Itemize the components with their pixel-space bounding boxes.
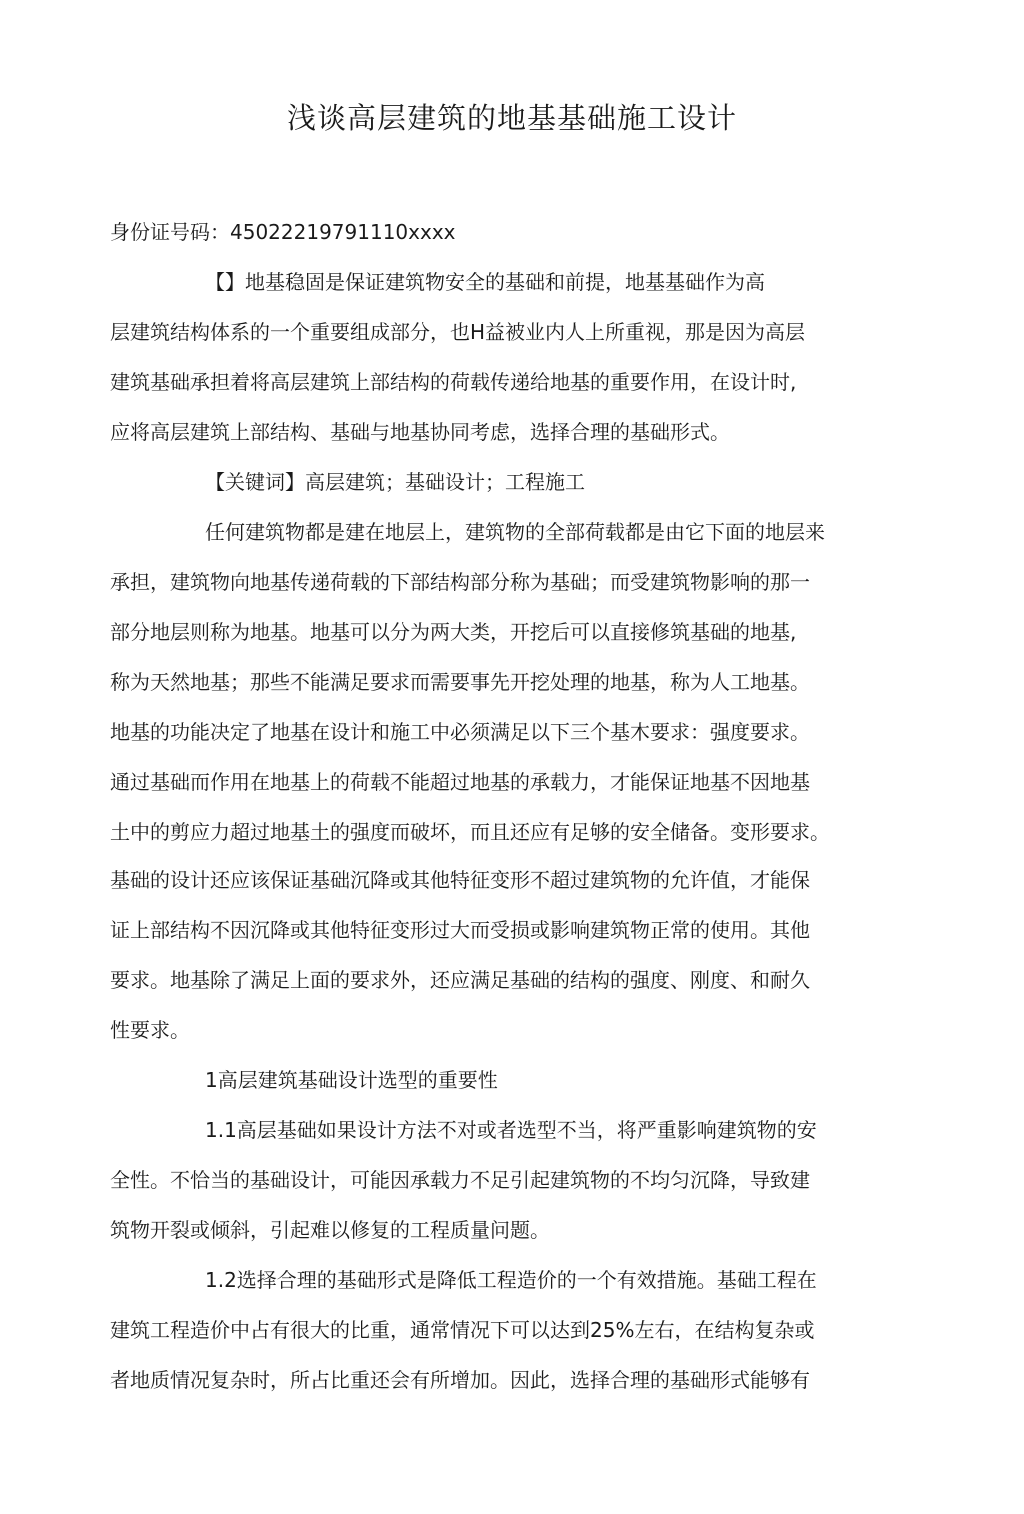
body-line: 基础的设计还应该保证基础沉降或其他特征变形不超过建筑物的允许值，才能保 — [110, 868, 810, 892]
id-number-line: 身份证号码：45022219791110xxxx — [110, 220, 456, 244]
abstract-line: 层建筑结构体系的一个重要组成部分，也H益被业内人上所重视，那是因为高层 — [110, 320, 806, 344]
abstract-line: 建筑基础承担着将高层建筑上部结构的荷载传递给地基的重要作用，在设计时, — [110, 370, 797, 394]
body-line: 通过基础而作用在地基上的荷载不能超过地基的承载力，才能保证地基不因地基 — [110, 770, 810, 794]
keywords-line: 【关键词】高层建筑；基础设计；工程施工 — [205, 470, 585, 494]
document-title: 浅谈高层建筑的地基基础施工设计 — [286, 101, 737, 135]
body-line: 土中的剪应力超过地基土的强度而破坏，而且还应有足够的安全储备。变形要求。 — [110, 820, 830, 844]
body-line: 1.1高层基础如果设计方法不对或者选型不当，将严重影响建筑物的安 — [205, 1118, 817, 1142]
body-line: 任何建筑物都是建在地层上，建筑物的全部荷载都是由它下面的地层来 — [205, 520, 825, 544]
body-line: 性要求。 — [110, 1018, 190, 1042]
body-line: 筑物开裂或倾斜，引起难以修复的工程质量问题。 — [110, 1218, 550, 1242]
body-line: 部分地层则称为地基。地基可以分为两大类，开挖后可以直接修筑基础的地基, — [110, 620, 797, 644]
body-line: 全性。不恰当的基础设计，可能因承载力不足引起建筑物的不均匀沉降，导致建 — [110, 1168, 810, 1192]
body-line: 1.2选择合理的基础形式是降低工程造价的一个有效措施。基础工程在 — [205, 1268, 817, 1292]
body-line: 称为天然地基；那些不能满足要求而需要事先开挖处理的地基，称为人工地基。 — [110, 670, 810, 694]
body-line: 建筑工程造价中占有很大的比重，通常情况下可以达到25%左右，在结构复杂或 — [110, 1318, 815, 1342]
body-line: 者地质情况复杂时，所占比重还会有所增加。因此，选择合理的基础形式能够有 — [110, 1368, 810, 1392]
abstract-line: 【】地基稳固是保证建筑物安全的基础和前提，地基基础作为高 — [205, 270, 765, 294]
body-line: 承担，建筑物向地基传递荷载的下部结构部分称为基础；而受建筑物影响的那一 — [110, 570, 810, 594]
body-line: 证上部结构不因沉降或其他特征变形过大而受损或影响建筑物正常的使用。其他 — [110, 918, 810, 942]
abstract-line: 应将高层建筑上部结构、基础与地基协同考虑，选择合理的基础形式。 — [110, 420, 730, 444]
body-line: 要求。地基除了满足上面的要求外，还应满足基础的结构的强度、刚度、和耐久 — [110, 968, 810, 992]
body-line: 地基的功能决定了地基在设计和施工中必须满足以下三个基木要求：强度要求。 — [110, 720, 810, 744]
section-heading: 1高层建筑基础设计选型的重要性 — [205, 1068, 498, 1092]
